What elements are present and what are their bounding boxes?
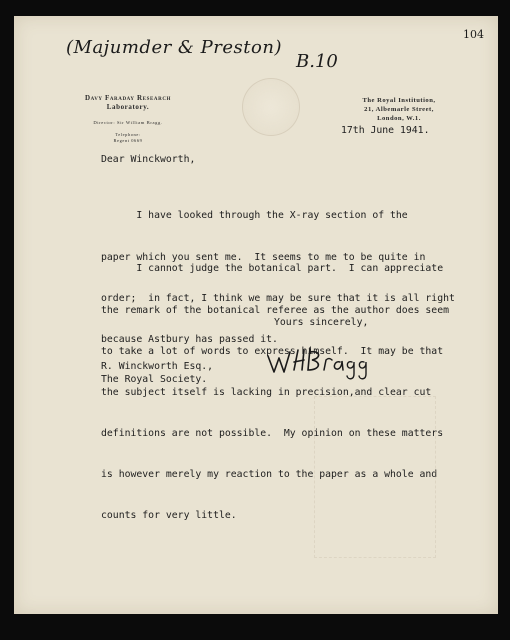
paragraph-line: is however merely my reaction to the paper as a whole and: [101, 468, 438, 480]
paragraph-line: I cannot judge the botanical part. I can appreciate: [101, 263, 444, 275]
paragraph-line: order; in fact, I think we may be sure that it is all right: [101, 292, 455, 304]
letterhead-director: Director: Sir William Bragg.: [93, 120, 163, 125]
letterhead-address-line2: 21, Albemarle Street,: [364, 106, 434, 113]
paragraph-line: paper which you sent me. It seems to me to be quite in: [101, 251, 426, 263]
paragraph-line: definitions are not possible. My opinion on these matters: [101, 427, 444, 439]
recipient-name: R. Winckworth Esq.,: [101, 361, 214, 372]
letter-salutation: Dear Winckworth,: [101, 154, 196, 165]
paper-watermark: [314, 396, 436, 558]
paragraph-line: the subject itself is lacking in precision,and clear cut: [101, 386, 432, 398]
letter-page: [14, 16, 498, 614]
letterhead-laboratory: Laboratory.: [106, 103, 150, 111]
letterhead-telephone-label: Telephone:: [115, 132, 141, 137]
recipient-organisation: The Royal Society.: [101, 374, 208, 385]
pencil-annotation: (Majumder & Preston): [66, 37, 282, 58]
letter-closing: Yours sincerely,: [274, 317, 369, 328]
paragraph-line: because Astbury has passed it.: [101, 333, 278, 345]
letterhead-address-line3: London, W.1.: [377, 115, 421, 122]
paragraph-line: to take a lot of words to express himself. It may be that: [101, 345, 444, 357]
letterhead-left: [70, 94, 186, 144]
handwritten-signature: [264, 342, 374, 382]
embossed-crest: [242, 78, 300, 136]
paragraph-line: the remark of the botanical referee as the author does seem: [101, 304, 449, 316]
letterhead-telephone-number: Regent 0669: [113, 138, 143, 143]
reference-note: B.10: [296, 51, 338, 72]
paragraph-line: counts for very little.: [101, 510, 237, 522]
letter-date: 17th June 1941.: [341, 125, 430, 136]
folio-number: 104: [463, 28, 484, 41]
letterhead-institution: Davy Faraday Research: [84, 94, 172, 102]
paragraph-line: I have looked through the X-ray section of the: [101, 210, 408, 222]
letterhead-address-line1: The Royal Institution,: [362, 97, 436, 104]
letterhead-right: [351, 96, 447, 123]
